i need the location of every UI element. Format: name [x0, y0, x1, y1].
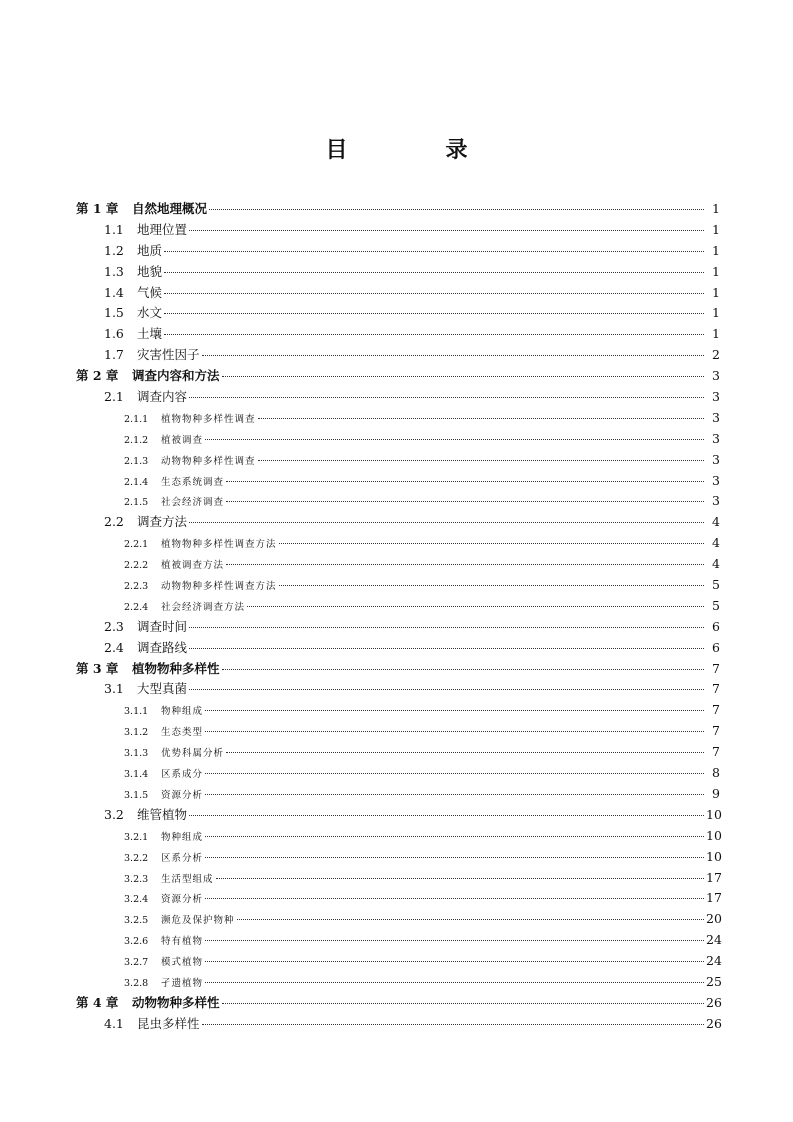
- dot-leader: [202, 355, 704, 356]
- dot-leader: [189, 689, 704, 690]
- dot-leader: [164, 251, 704, 252]
- toc-section-entry[interactable]: [76, 345, 720, 366]
- toc-page-number: 9: [712, 785, 720, 801]
- toc-subsection-entry[interactable]: [76, 972, 720, 993]
- toc-entry-number: 1.6: [104, 326, 124, 342]
- toc-entry-number: 3.1.4: [124, 769, 149, 781]
- toc-entry-number: 3.1.5: [124, 789, 149, 801]
- toc-subsection-entry[interactable]: [76, 554, 720, 575]
- toc-subsection-entry[interactable]: [76, 930, 720, 951]
- toc-entry-label: 社会经济调查: [161, 497, 225, 509]
- toc-entry-number: 4.1: [104, 1015, 124, 1031]
- toc-chapter-entry[interactable]: [76, 199, 720, 220]
- toc-entry-label: 资源分析: [161, 789, 204, 801]
- toc-entry-number: 3.2: [104, 806, 124, 822]
- toc-page-number: 6: [712, 639, 720, 655]
- toc-entry-number: 3.2.1: [124, 831, 149, 843]
- toc-page-number: 5: [712, 597, 720, 613]
- dot-leader: [164, 313, 704, 314]
- dot-leader: [164, 293, 704, 294]
- toc-entry-label: 调查时间: [137, 618, 188, 634]
- toc-page-number: 3: [712, 451, 720, 467]
- toc-entry-label: 动物物种多样性调查: [161, 455, 256, 467]
- toc-entry-number: 1.1: [104, 221, 124, 237]
- toc-entry-label: 植物物种多样性: [132, 660, 220, 676]
- toc-entry-number: 3.2.5: [124, 915, 149, 927]
- toc-entry-label: 调查内容和方法: [132, 368, 220, 384]
- toc-section-entry[interactable]: [76, 638, 720, 659]
- toc-entry-number: 3.1.2: [124, 727, 149, 739]
- toc-entry-number: 2.1.4: [124, 476, 149, 488]
- toc-section-entry[interactable]: [76, 303, 720, 324]
- toc-page-number: 3: [712, 472, 720, 488]
- toc-page-number: 4: [712, 535, 720, 551]
- toc-section-entry[interactable]: [76, 617, 720, 638]
- toc-page-number: 10: [706, 848, 722, 864]
- dot-leader: [222, 1003, 704, 1004]
- dot-leader: [205, 982, 704, 983]
- toc-subsection-entry[interactable]: [76, 888, 720, 909]
- toc-subsection-entry[interactable]: [76, 763, 720, 784]
- toc-section-entry[interactable]: [76, 324, 720, 345]
- toc-subsection-entry[interactable]: [76, 450, 720, 471]
- dot-leader: [216, 878, 704, 879]
- toc-entry-number: 2.2.1: [124, 539, 149, 551]
- toc-section-entry[interactable]: [76, 387, 720, 408]
- toc-page-number: 1: [712, 221, 720, 237]
- toc-entry-number: 3.1.1: [124, 706, 149, 718]
- toc-page-number: 4: [712, 514, 720, 530]
- toc-entry-label: 资源分析: [161, 894, 204, 906]
- toc-subsection-entry[interactable]: [76, 784, 720, 805]
- toc-entry-label: 维管植物: [137, 806, 188, 822]
- dot-leader: [226, 481, 704, 482]
- toc-page-number: 8: [712, 765, 720, 781]
- toc-entry-label: 濒危及保护物种: [161, 915, 235, 927]
- toc-entry-label: 自然地理概况: [132, 201, 208, 216]
- dot-leader: [222, 376, 704, 377]
- toc-entry-label: 地质: [137, 242, 163, 258]
- toc-entry-label: 孑遗植物: [161, 977, 204, 989]
- toc-page-number: 25: [706, 973, 722, 989]
- toc-page-number: 24: [706, 953, 722, 969]
- toc-page-number: 10: [706, 827, 722, 843]
- toc-entry-number: 3.2.4: [124, 894, 149, 906]
- toc-page-number: 3: [712, 409, 720, 425]
- toc-entry-label: 植被调查方法: [161, 560, 225, 572]
- toc-entry-label: 区系分析: [161, 852, 204, 864]
- toc-section-entry[interactable]: [76, 283, 720, 304]
- toc-entry-label: 大型真菌: [137, 681, 188, 697]
- toc-page-number: 1: [712, 242, 720, 258]
- toc-entry-label: 水文: [137, 305, 163, 321]
- dot-leader: [205, 836, 704, 837]
- dot-leader: [205, 794, 704, 795]
- toc-entry-label: 动物物种多样性: [132, 994, 220, 1010]
- toc-entry-number: 3.1.3: [124, 748, 149, 760]
- toc-entry-number: 1.4: [104, 284, 124, 300]
- toc-page-number: 6: [712, 618, 720, 634]
- toc-entry-label: 调查内容: [137, 389, 188, 405]
- dot-leader: [237, 919, 704, 920]
- toc-page-number: 1: [712, 201, 720, 216]
- dot-leader: [279, 585, 704, 586]
- toc-entry-label: 生态系统调查: [161, 476, 225, 488]
- toc-page-number: 2: [712, 347, 720, 363]
- toc-entry-number: 3.2.3: [124, 873, 149, 885]
- toc-entry-label: 动物物种多样性调查方法: [161, 581, 277, 593]
- toc-page-number: 17: [706, 869, 722, 885]
- dot-leader: [258, 418, 704, 419]
- toc-entry-label: 植物物种多样性调查: [161, 413, 256, 425]
- toc-entry-number: 3.1: [104, 681, 124, 697]
- toc-page-number: 3: [712, 493, 720, 509]
- toc-entry-label: 灾害性因子: [137, 347, 200, 363]
- toc-chapter-entry[interactable]: [76, 366, 720, 387]
- toc-entry-label: 社会经济调查方法: [161, 601, 246, 613]
- toc-subsection-entry[interactable]: [76, 700, 720, 721]
- toc-subsection-entry[interactable]: [76, 533, 720, 554]
- toc-page-number: 24: [706, 932, 722, 948]
- dot-leader: [189, 815, 704, 816]
- toc-subsection-entry[interactable]: [76, 847, 720, 868]
- toc-entry-number: 第 1 章: [76, 201, 119, 216]
- toc-page-number: 1: [712, 305, 720, 321]
- toc-page-number: 20: [706, 911, 722, 927]
- toc-entry-number: 2.1.3: [124, 455, 149, 467]
- toc-page-number: 7: [712, 723, 720, 739]
- toc-entry-label: 模式植物: [161, 957, 204, 969]
- dot-leader: [258, 460, 704, 461]
- dot-leader: [205, 961, 704, 962]
- dot-leader: [189, 648, 704, 649]
- toc-chapter-entry[interactable]: [76, 993, 720, 1014]
- toc-entry-number: 第 2 章: [76, 368, 119, 384]
- dot-leader: [247, 606, 704, 607]
- dot-leader: [189, 522, 704, 523]
- dot-leader: [205, 898, 704, 899]
- toc-page-number: 7: [712, 681, 720, 697]
- dot-leader: [205, 731, 704, 732]
- dot-leader: [226, 752, 704, 753]
- toc-subsection-entry[interactable]: [76, 471, 720, 492]
- toc-entry-label: 区系成分: [161, 769, 204, 781]
- toc-entry-label: 调查路线: [137, 639, 188, 655]
- toc-subsection-entry[interactable]: [76, 408, 720, 429]
- toc-page-number: 7: [712, 702, 720, 718]
- toc-entry-number: 1.3: [104, 263, 124, 279]
- toc-entry-label: 植物物种多样性调查方法: [161, 539, 277, 551]
- toc-page-number: 1: [712, 263, 720, 279]
- toc-page-number: 1: [712, 326, 720, 342]
- toc-page-number: 3: [712, 430, 720, 446]
- dot-leader: [205, 439, 704, 440]
- dot-leader: [189, 397, 704, 398]
- toc-entry-number: 3.2.8: [124, 977, 149, 989]
- toc-entry-label: 土壤: [137, 326, 163, 342]
- toc-entry-number: 1.5: [104, 305, 124, 321]
- toc-page-number: 26: [706, 994, 722, 1010]
- dot-leader: [209, 209, 704, 210]
- dot-leader: [164, 334, 704, 335]
- toc-entry-number: 2.3: [104, 618, 124, 634]
- toc-entry-label: 物种组成: [161, 831, 204, 843]
- toc-entry-label: 生活型组成: [161, 873, 214, 885]
- toc-section-entry[interactable]: [76, 805, 720, 826]
- toc-page-number: 10: [706, 806, 722, 822]
- toc-section-entry[interactable]: [76, 241, 720, 262]
- toc-entry-label: 物种组成: [161, 706, 204, 718]
- toc-entry-label: 气候: [137, 284, 163, 300]
- dot-leader: [202, 1024, 704, 1025]
- toc-subsection-entry[interactable]: [76, 826, 720, 847]
- dot-leader: [189, 627, 704, 628]
- dot-leader: [226, 564, 704, 565]
- dot-leader: [205, 710, 704, 711]
- toc-entry-number: 2.2.3: [124, 581, 149, 593]
- toc-page-number: 26: [706, 1015, 722, 1031]
- toc-entry-label: 生态类型: [161, 727, 204, 739]
- toc-entry-number: 1.7: [104, 347, 124, 363]
- toc-entry-label: 地貌: [137, 263, 163, 279]
- toc-subsection-entry[interactable]: [76, 742, 720, 763]
- toc-section-entry[interactable]: [76, 512, 720, 533]
- toc-entry-number: 2.1: [104, 389, 124, 405]
- toc-chapter-entry[interactable]: [76, 659, 720, 680]
- toc-entry-number: 2.1.5: [124, 497, 149, 509]
- toc-subsection-entry[interactable]: [76, 429, 720, 450]
- toc-entry-number: 2.2: [104, 514, 124, 530]
- toc-entry-label: 昆虫多样性: [137, 1015, 200, 1031]
- toc-entry-label: 调查方法: [137, 514, 188, 530]
- dot-leader: [279, 543, 704, 544]
- toc-entry-label: 地理位置: [137, 221, 188, 237]
- table-of-contents: [76, 199, 720, 1035]
- toc-entry-number: 2.2.4: [124, 601, 149, 613]
- toc-entry-number: 2.2.2: [124, 560, 149, 572]
- toc-section-entry[interactable]: [76, 262, 720, 283]
- toc-page-number: 7: [712, 744, 720, 760]
- toc-entry-number: 2.4: [104, 639, 124, 655]
- toc-entry-number: 1.2: [104, 242, 124, 258]
- toc-entry-label: 优势科属分析: [161, 748, 225, 760]
- dot-leader: [205, 857, 704, 858]
- dot-leader: [226, 501, 704, 502]
- toc-subsection-entry[interactable]: [76, 721, 720, 742]
- dot-leader: [205, 773, 704, 774]
- toc-page-number: 7: [712, 660, 720, 676]
- toc-entry-number: 3.2.6: [124, 936, 149, 948]
- toc-entry-number: 2.1.2: [124, 434, 149, 446]
- toc-entry-number: 第 4 章: [76, 994, 119, 1010]
- toc-subsection-entry[interactable]: [76, 596, 720, 617]
- toc-section-entry[interactable]: [76, 1014, 720, 1035]
- toc-subsection-entry[interactable]: [76, 575, 720, 596]
- toc-subsection-entry[interactable]: [76, 491, 720, 512]
- dot-leader: [164, 272, 704, 273]
- toc-page-number: 17: [706, 890, 722, 906]
- toc-subsection-entry[interactable]: [76, 909, 720, 930]
- toc-section-entry[interactable]: [76, 220, 720, 241]
- toc-subsection-entry[interactable]: [76, 868, 720, 889]
- toc-page-number: 3: [712, 389, 720, 405]
- toc-page-number: 3: [712, 368, 720, 384]
- toc-entry-label: 植被调查: [161, 434, 204, 446]
- toc-page-number: 5: [712, 577, 720, 593]
- toc-subsection-entry[interactable]: [76, 951, 720, 972]
- dot-leader: [222, 669, 704, 670]
- page-title: 目 录: [325, 137, 506, 163]
- toc-entry-label: 特有植物: [161, 936, 204, 948]
- toc-section-entry[interactable]: [76, 679, 720, 700]
- toc-page-number: 4: [712, 556, 720, 572]
- toc-entry-number: 3.2.2: [124, 852, 149, 864]
- toc-page-number: 1: [712, 284, 720, 300]
- dot-leader: [189, 230, 704, 231]
- toc-entry-number: 3.2.7: [124, 957, 149, 969]
- toc-entry-number: 2.1.1: [124, 413, 149, 425]
- toc-entry-number: 第 3 章: [76, 660, 119, 676]
- dot-leader: [205, 940, 704, 941]
